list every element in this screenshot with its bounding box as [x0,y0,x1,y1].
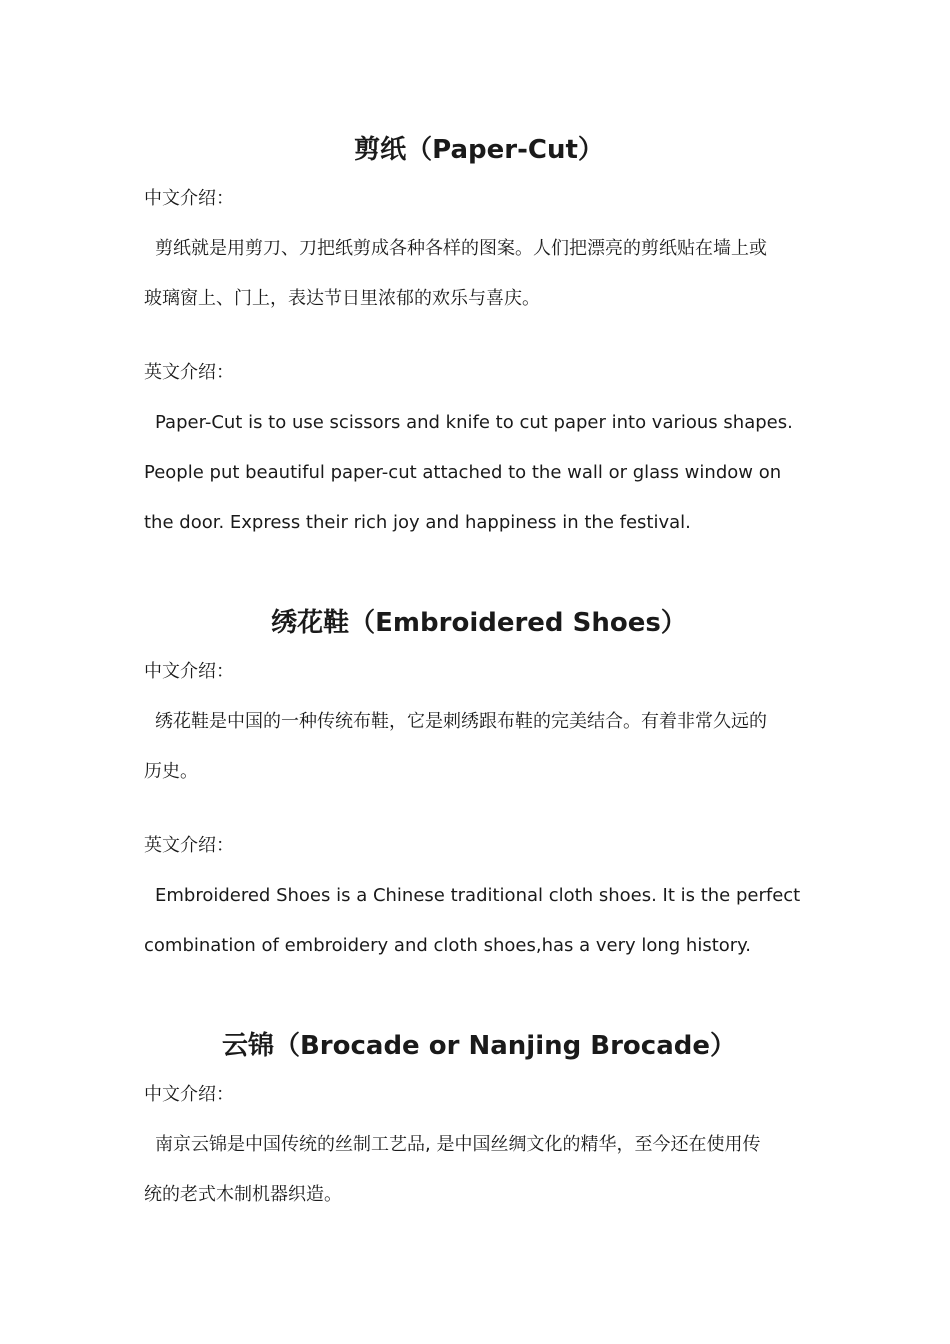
english-intro-label: 英文介绍： [144,362,234,383]
paragraph-line: 南京云锦是中国传统的丝制工艺品, 是中国丝绸文化的精华，至今还在使用传 [155,1134,761,1155]
paragraph-line: People put beautiful paper-cut attached to the wall or glass window on [144,462,782,483]
paragraph-line: 玻璃窗上、门上，表达节日里浓郁的欢乐与喜庆。 [144,288,540,309]
section-title: 云锦（Brocade or Nanjing Brocade） [221,1031,736,1061]
english-intro-label: 英文介绍： [144,835,234,856]
paragraph-line: Paper-Cut is to use scissors and knife to cut paper into various shapes. [155,412,793,433]
chinese-intro-label: 中文介绍： [144,188,234,209]
paragraph-line: 历史。 [144,761,198,782]
paragraph-line: 统的老式木制机器织造。 [144,1184,342,1205]
paragraph-line: 剪纸就是用剪刀、刀把纸剪成各种各样的图案。人们把漂亮的剪纸贴在墙上或 [155,238,767,259]
paragraph-line: the door. Express their rich joy and happiness in the festival. [144,512,691,533]
chinese-intro-label: 中文介绍： [144,661,234,682]
section-title: 剪纸（Paper-Cut） [354,135,604,165]
section-title: 绣花鞋（Embroidered Shoes） [271,608,687,638]
paragraph-line: combination of embroidery and cloth shoes,has a very long history. [144,935,751,956]
paragraph-line: Embroidered Shoes is a Chinese traditional cloth shoes. It is the perfect [155,885,801,906]
chinese-intro-label: 中文介绍： [144,1084,234,1105]
paragraph-line: 绣花鞋是中国的一种传统布鞋，它是刺绣跟布鞋的完美结合。有着非常久远的 [155,711,767,732]
